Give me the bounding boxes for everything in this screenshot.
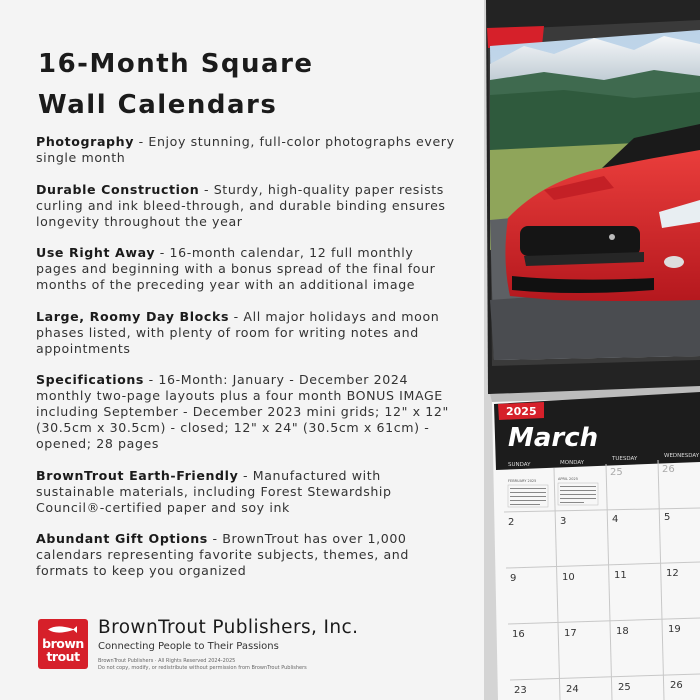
day-number: 26: [662, 464, 675, 475]
weekday-wednesday: WEDNESDAY: [664, 453, 700, 459]
fine-print: [98, 658, 307, 672]
day-number: 11: [614, 570, 627, 581]
feature-text: - 16-Month: January - December 2024 monthly two-page layouts plus a four month BONUS IMAGE including September - December 2023 mini grids; 12" x 12" (30.5cm x 30.5cm) - closed; 12" x 24" (30.5cm x 61cm) - opened; 28 pages: [36, 372, 449, 451]
day-number: 25: [618, 682, 631, 693]
logo-word-brown: brown: [42, 636, 84, 651]
feature-heading: Abundant Gift Options: [36, 531, 208, 546]
calendar-month-name: March: [508, 423, 599, 453]
calendar-month-page: [492, 392, 700, 700]
title-line-2: Wall Calendars: [38, 90, 278, 120]
feature-heading: Large, Roomy Day Blocks: [36, 308, 230, 324]
feature-text: - BrownTrout has over 1,000 calendars representing favorite subjects, themes, and formats to keep you organized: [36, 531, 409, 578]
calendar-year: 2025: [506, 405, 537, 418]
day-number: 12: [666, 568, 679, 579]
day-number: 24: [566, 684, 579, 695]
day-number: 17: [564, 628, 577, 639]
day-number: 25: [610, 467, 623, 478]
logo-word-trout: trout: [46, 649, 80, 664]
mini-month-label: FEBRUARY 2025: [508, 479, 537, 483]
feature-heading: Durable Construction: [36, 181, 200, 197]
feature-text: - Sturdy, high-quality paper resists curling and ink bleed-through, and durable binding ensures longevity throughout the year: [36, 181, 446, 229]
day-number: 18: [616, 626, 629, 637]
calendar-image: [484, 0, 700, 700]
day-number: 4: [612, 514, 619, 525]
title-line-1: 16-Month Square: [38, 49, 314, 79]
photo-page: [486, 0, 700, 394]
calendar-preview: [484, 0, 700, 700]
day-number: 10: [562, 572, 575, 583]
day-number: 5: [664, 512, 671, 523]
publisher-tagline: Connecting People to Their Passions: [98, 641, 279, 652]
fine-print-line-2: Do not copy, modify, or redistribute without permission from BrownTrout Publishers: [98, 665, 307, 671]
feature-specifications: [36, 372, 456, 452]
browntrout-logo: [38, 619, 88, 669]
feature-day-blocks: [36, 309, 456, 357]
car-photo: [490, 30, 700, 360]
day-number: 16: [512, 629, 525, 640]
weekday-sunday: SUNDAY: [508, 462, 531, 468]
feature-heading: Photography: [36, 134, 135, 149]
feature-text: - Enjoy stunning, full-color photographs every single month: [36, 134, 455, 165]
day-number: 9: [510, 573, 517, 584]
weekday-monday: MONDAY: [560, 460, 585, 466]
day-number: 26: [670, 680, 683, 691]
weekday-tuesday: TUESDAY: [612, 456, 638, 462]
day-number: 23: [514, 685, 527, 696]
feature-durable-construction: [36, 182, 456, 230]
feature-text: - 16-month calendar, 12 full monthly pages and beginning with a bonus spread of the final four months of the preceding year with an additional image: [36, 245, 436, 292]
feature-heading: BrownTrout Earth-Friendly: [36, 467, 239, 483]
feature-earth-friendly: [36, 468, 456, 516]
feature-heading: Specifications: [36, 372, 145, 387]
publisher-block: [36, 617, 476, 677]
publisher-name: BrownTrout Publishers, Inc.: [98, 617, 359, 638]
day-number: 19: [668, 624, 681, 635]
feature-list: [36, 134, 456, 595]
feature-text: - Manufactured with sustainable materials, including Forest Stewardship Council®-certified paper and soy ink: [36, 467, 392, 515]
day-number: 2: [508, 517, 515, 528]
feature-gift-options: [36, 531, 456, 579]
feature-use-right-away: [36, 245, 456, 293]
mini-month-label: APRIL 2025: [558, 477, 578, 481]
trout-fish-icon: [47, 625, 77, 634]
feature-text: - All major holidays and moon phases listed, with plenty of room for writing notes and appointments: [36, 308, 440, 356]
feature-heading: Use Right Away: [36, 245, 156, 260]
day-number: 3: [560, 516, 567, 527]
fine-print-line-1: BrownTrout Publishers · All Rights Reserved 2024-2025: [98, 658, 236, 664]
feature-photography: [36, 134, 456, 166]
page-title: [38, 44, 458, 126]
